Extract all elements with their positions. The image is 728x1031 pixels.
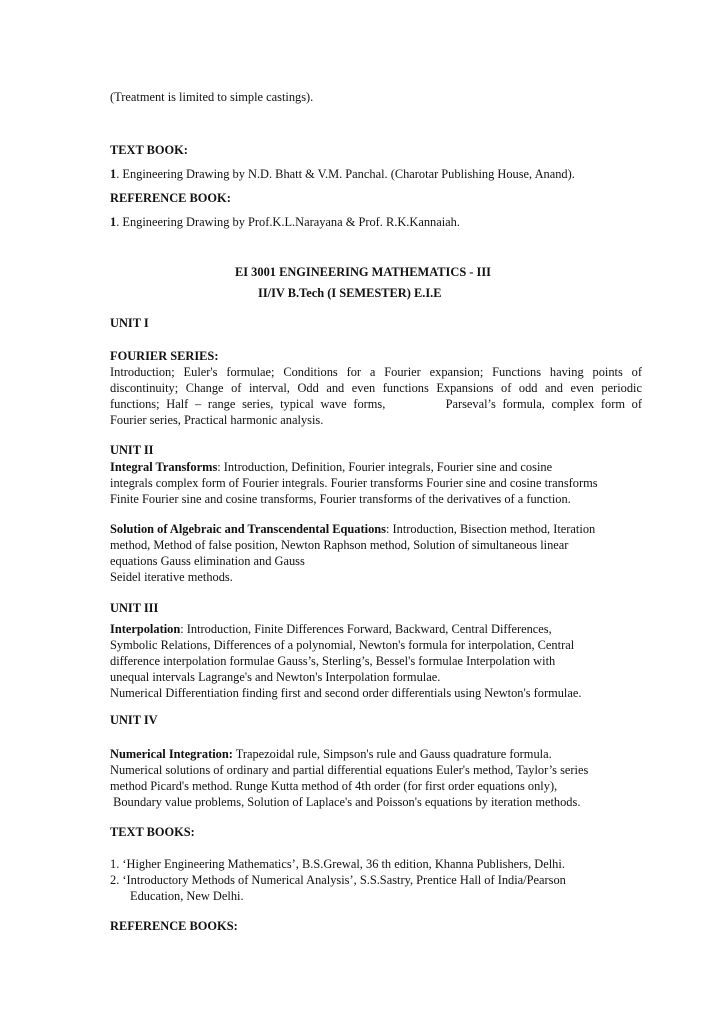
unit-1-topic: FOURIER SERIES: — [110, 349, 219, 363]
unit-1-line: functions; Half – range series, typical wave forms, Parseval’s formula, complex form of — [110, 397, 642, 411]
text-books-item: 2. ‘Introductory Methods of Numerical Analysis’, S.S.Sastry, Prentice Hall of India/Pearson — [110, 873, 566, 887]
topic-title: Solution of Algebraic and Transcendental Equations — [110, 522, 386, 536]
unit-2-line: integrals complex form of Fourier integrals. Fourier transforms Fourier sine and cosine transforms — [110, 476, 598, 490]
topic-text: : Introduction, Bisection method, Iteration — [385, 522, 596, 536]
item-text: . Engineering Drawing by N.D. Bhatt & V.M. Panchal. (Charotar Publishing House, Anand). — [116, 167, 575, 181]
unit-3-line: unequal intervals Lagrange's and Newton's Interpolation formulae. — [110, 670, 441, 684]
unit-3-heading: UNIT III — [110, 601, 159, 615]
unit-2-topic-2 — [110, 521, 595, 538]
unit-4-line: Boundary value problems, Solution of Laplace's and Poisson's equations by iteration methods. — [110, 795, 581, 809]
topic-text: Trapezoidal rule, Simpson's rule and Gauss quadrature formula. — [232, 747, 552, 761]
unit-1-line: Introduction; Euler's formulae; Conditions for a Fourier expansion; Functions having points of — [110, 365, 642, 379]
unit-4-heading: UNIT IV — [110, 713, 158, 727]
text-books-item: 1. ‘Higher Engineering Mathematics’, B.S.Grewal, 36 th edition, Khanna Publishers, Delhi. — [110, 857, 565, 871]
unit-3-topic — [110, 621, 552, 638]
unit-1-line: Fourier series, Practical harmonic analysis. — [110, 413, 324, 427]
unit-3-line: difference interpolation formulae Gauss’s, Sterling’s, Bessel's formulae Interpolation with — [110, 654, 556, 668]
topic-title: Numerical Integration: — [110, 747, 233, 761]
unit-4-topic — [110, 746, 552, 763]
unit-1-heading: UNIT I — [110, 316, 149, 330]
course-subtitle: II/IV B.Tech (I SEMESTER) E.I.E — [258, 286, 442, 300]
reference-books-heading: REFERENCE BOOKS: — [110, 919, 238, 933]
reference-book-item — [110, 214, 460, 231]
course-title: EI 3001 ENGINEERING MATHEMATICS - III — [235, 265, 491, 279]
topic-title: Integral Transforms — [110, 460, 218, 474]
topic-title: Interpolation — [110, 622, 181, 636]
item-text: . Engineering Drawing by Prof.K.L.Narayana & Prof. R.K.Kannaiah. — [116, 215, 460, 229]
text-books-heading: TEXT BOOKS: — [110, 825, 195, 839]
unit-4-line: method Picard's method. Runge Kutta method of 4th order (for first order equations only), — [110, 779, 558, 793]
unit-2-line: equations Gauss elimination and Gauss — [110, 554, 305, 568]
unit-2-line: Finite Fourier sine and cosine transforms, Fourier transforms of the derivatives of a function. — [110, 492, 571, 506]
item-number: 1 — [110, 215, 117, 229]
unit-3-line: Numerical Differentiation finding first and second order differentials using Newton's formulae. — [110, 686, 582, 700]
topic-text: : Introduction, Definition, Fourier integrals, Fourier sine and cosine — [217, 460, 553, 474]
unit-2-topic-1 — [110, 459, 552, 476]
intro-note: (Treatment is limited to simple castings). — [110, 90, 314, 104]
unit-2-heading: UNIT II — [110, 443, 154, 457]
unit-2-line: method, Method of false position, Newton Raphson method, Solution of simultaneous linear — [110, 538, 569, 552]
text-book-item — [110, 166, 575, 183]
unit-2-line: Seidel iterative methods. — [110, 570, 233, 584]
reference-book-heading: REFERENCE BOOK: — [110, 191, 231, 205]
unit-4-line: Numerical solutions of ordinary and partial differential equations Euler's method, Taylor’s series — [110, 763, 589, 777]
unit-3-line: Symbolic Relations, Differences of a polynomial, Newton's formula for interpolation, Central — [110, 638, 575, 652]
item-number: 1 — [110, 167, 117, 181]
text-books-item-continuation: Education, New Delhi. — [130, 889, 244, 903]
topic-text: : Introduction, Finite Differences Forward, Backward, Central Differences, — [180, 622, 552, 636]
text-book-heading: TEXT BOOK: — [110, 143, 188, 157]
unit-1-line: discontinuity; Change of interval, Odd and even functions Expansions of odd and even periodic — [110, 381, 642, 395]
